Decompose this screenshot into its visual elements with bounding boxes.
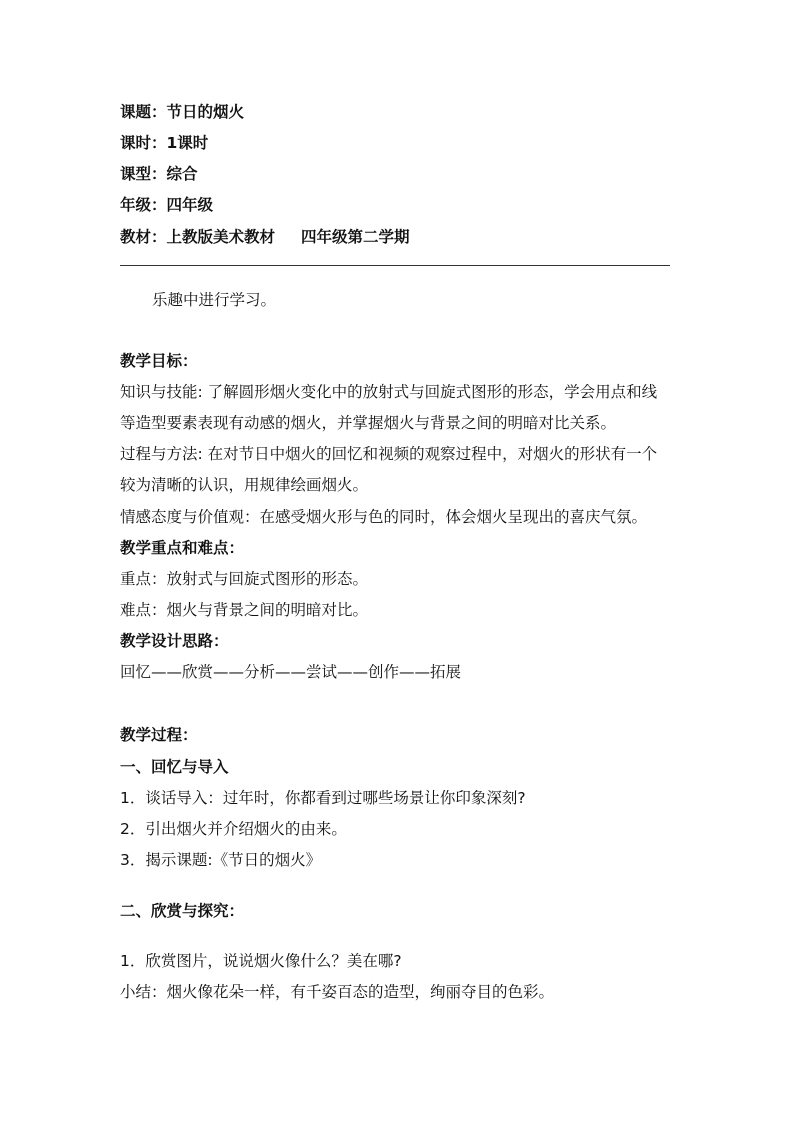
header-divider xyxy=(120,265,670,266)
material-textbook: 教材：上教版美术教材 xyxy=(120,228,276,246)
objective-process-line1: 过程与方法: 在对节日中烟火的回忆和视频的观察过程中，对烟火的形状有一个 xyxy=(120,445,658,463)
lesson-period: 课时：1课时 xyxy=(120,134,209,152)
keypoint-difficulty: 难点：烟火与背景之间的明暗对比。 xyxy=(120,601,369,619)
objective-knowledge-line2: 等造型要素表现有动感的烟火，并掌握烟火与背景之间的明暗对比关系。 xyxy=(120,414,617,432)
objective-process-line2: 较为清晰的认识，用规律绘画烟火。 xyxy=(120,476,369,494)
keypoints-heading: 教学重点和难点： xyxy=(120,539,245,557)
objective-knowledge-line1: 知识与技能: 了解圆形烟火变化中的放射式与回旋式图形的形态，学会用点和线 xyxy=(120,383,658,401)
keypoint-key: 重点：放射式与回旋式图形的形态。 xyxy=(120,570,369,588)
lesson-type: 课型：综合 xyxy=(120,165,198,183)
lesson-grade: 年级：四年级 xyxy=(120,196,214,214)
lesson-material xyxy=(120,227,410,247)
section1-item-1: 1．谈话导入：过年时，你都看到过哪些场景让你印象深刻? xyxy=(120,789,526,807)
objective-emotion: 情感态度与价值观：在感受烟火形与色的同时，体会烟火呈现出的喜庆气氛。 xyxy=(120,508,648,526)
design-heading: 教学设计思路： xyxy=(120,632,229,650)
section2-item-1: 1．欣赏图片，说说烟火像什么？美在哪? xyxy=(120,952,402,970)
section1-item-3: 3．揭示课题:《节日的烟火》 xyxy=(120,851,322,869)
section2-title: 二、欣赏与探究： xyxy=(120,902,245,920)
intro-fragment: 乐趣中进行学习。 xyxy=(152,291,277,309)
section1-item-2: 2．引出烟火并介绍烟火的由来。 xyxy=(120,820,347,838)
process-heading: 教学过程： xyxy=(120,726,198,744)
section1-title: 一、回忆与导入 xyxy=(120,758,229,776)
design-flow: 回忆——欣赏——分析——尝试——创作——拓展 xyxy=(120,663,462,681)
material-term: 四年级第二学期 xyxy=(301,228,410,246)
objectives-heading: 教学目标： xyxy=(120,352,198,370)
lesson-topic: 课题：节日的烟火 xyxy=(120,103,245,121)
section2-summary: 小结：烟火像花朵一样，有千姿百态的造型，绚丽夺目的色彩。 xyxy=(120,983,555,1001)
